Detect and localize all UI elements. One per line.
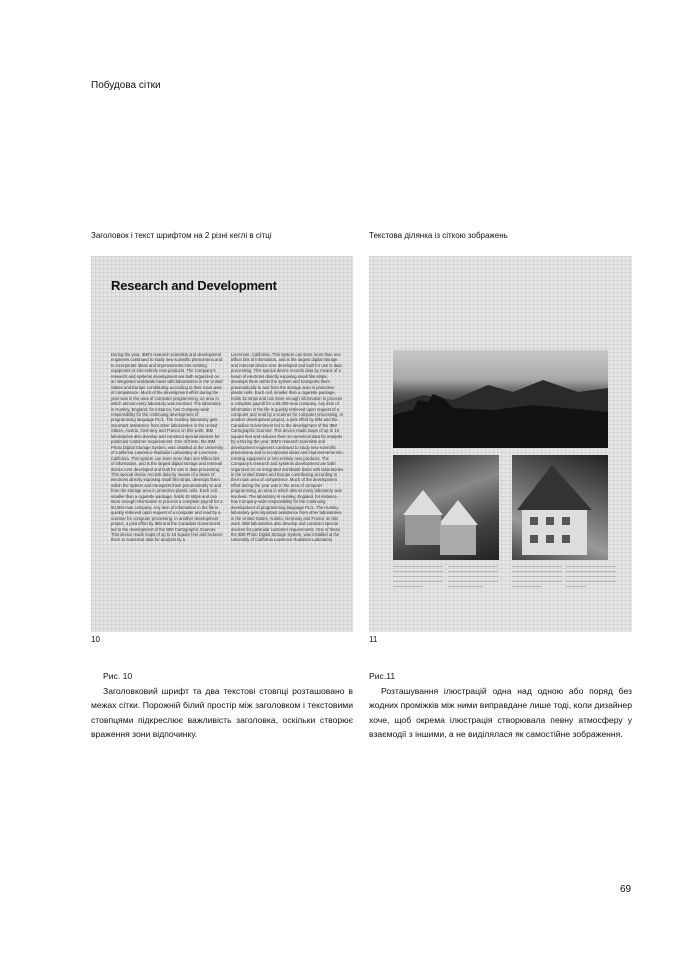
page-number-11: 11 — [369, 635, 378, 644]
caption-text: Розташування ілюстрацій одна над одною або поряд без жодних проміжків між ними виправдане лише тоді, коли дизайнер хоче, щоб окрема ілюстрація створювала певну атмосферу у взаємодії з іншими, а не виділялася як самостійне зображення. — [369, 685, 632, 739]
landscape-photo — [393, 350, 608, 448]
caption-title: Рис.11 — [369, 671, 396, 681]
photo-caption-2 — [448, 566, 498, 596]
right-figure-label: Текстова ділянка із сіткою зображень — [369, 231, 508, 240]
left-figure-label: Заголовок і текст шрифтом на 2 різні кеглі в сітці — [91, 231, 272, 240]
figure-10-caption — [91, 669, 353, 742]
caption-text: Заголовковий шрифт та два текстові стовпці розташовано в межах сітки. Порожній білий простір між заголовком і текстовими стовпцями підкреслює важливість заголовка, оскільки створює враження зони відпочинку. — [91, 685, 353, 739]
photo-caption-4 — [566, 566, 616, 596]
photo-caption-1 — [393, 566, 443, 596]
text-column-2: Livermore, California. This system can store more than one trillion bits of information, and is the largest digital storage and retrieval device ever developed and built for use in data processing. This special device records data by means of a beam of electrons directly exposing small film strips, develops them within the system and transports them pneumatically to and from the storage area in protective plastic cells. Each cell, smaller than a cigarette package, holds 32 strips and can store enough information to process a complete payroll for a 50,000-man company. Any item of information in the file is quickly retrieved upon request of a computer and read by a scanner for computer processing. In another development project, a joint effort by IBM and the Canadian Government led to the development of the IBM Cartographic Scanner. This device reads maps of up to 16 square feet and reduces them to numerical data for analysis by a During the year, IBM's research scientists and development engineers continued to study new scientific phenomena and to incorporate ideas and improvements into existing equipment or into entirely new products. The Company's research and systems development are both organized on an integrated worldwide basis with laboratories in the United States and Europe contributing according to their main area of competence. Much of the development effort during the year was in the area of computer programming, an area in which almost every laboratory was involved. The laboratory in Hursley, England, for instance, has Company-wide responsibility for the continuing development of programming language PL/1. The Hursley laboratory gets important assistance from other laboratories in the United States, Austria, Germany and France on this work. IBM laboratories also develop and construct special devices for particular customer requirements. One of these, the IBM Photo Digital Storage System, was installed at the University of California Lawrence Radiation Laboratory — [231, 352, 344, 543]
town-photo-right — [512, 455, 608, 560]
research-heading: Research and Development — [111, 278, 277, 293]
caption-title: Рис. 10 — [103, 671, 133, 681]
town-photo-left — [393, 455, 499, 560]
page-number-10: 10 — [91, 635, 100, 644]
figure-11-caption — [369, 669, 632, 742]
photo-caption-3 — [512, 566, 562, 596]
text-column-1: During the year, IBM's research scientists and development engineers continued to study new scientific phenomena and to incorporate ideas and improvements into existing equipment or into entirely new products. The Company's research and systems development are both organized on an integrated worldwide basis with laboratories in the United States and Europe contributing according to their main area of competence. Much of the development effort during the year was in the area of computer programming, an area in which almost every laboratory was involved. The laboratory in Hursley, England, for instance, has Company-wide responsibility for the continuing development of programming language PL/1. The Hursley laboratory gets important assistance from other laboratories in the United States, Austria, Germany and France on this work. IBM laboratories also develop and construct special devices for particular customer requirements. One of these, the IBM Photo Digital Storage System, was installed at the University of California Lawrence Radiation Laboratory at Livermore, California. This system can store more than one trillion bits of information, and is the largest digital storage and retrieval device ever developed and built for use in data processing. This special device records data by means of a beam of electrons directly exposing small film strips, develops them within the system and transports them pneumatically to and from the storage area in protective plastic cells. Each cell, smaller than a cigarette package, holds 32 strips and can store enough information to process a complete payroll for a 50,000-man company. Any item of information in the file is quickly retrieved upon request of a computer and read by a scanner for computer processing. In another development project, a joint effort by IBM and the Canadian Government led to the development of the IBM Cartographic Scanner. This device reads maps of up to 16 square feet and reduces them to numerical data for analysis by a — [111, 352, 224, 543]
mountain-silhouette — [393, 350, 608, 448]
folio: 69 — [620, 884, 632, 895]
page-title: Побудова сітки — [91, 80, 161, 91]
